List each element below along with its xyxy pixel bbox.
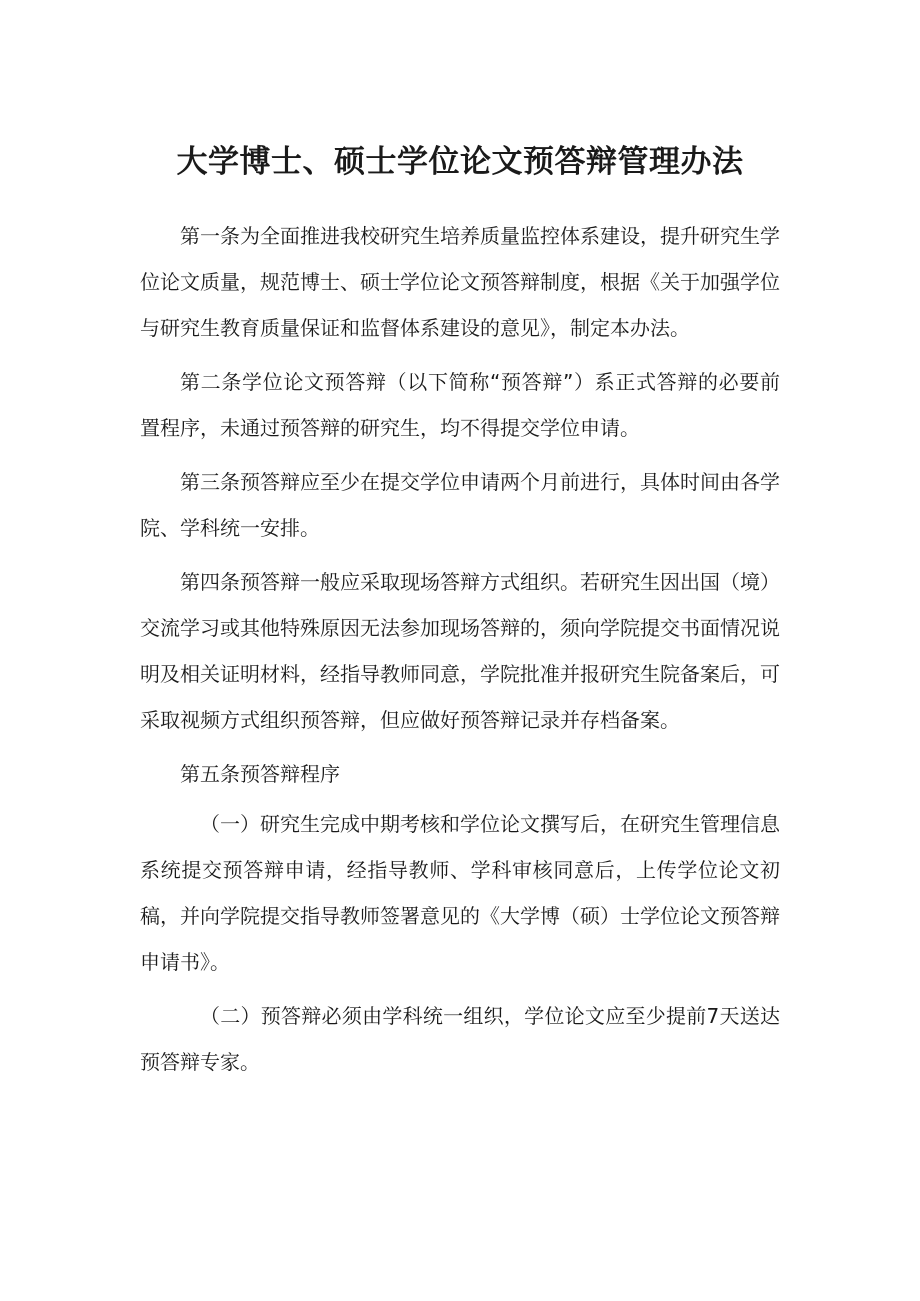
document-body bbox=[140, 213, 780, 1093]
article-1-paragraph: 第一条为全面推进我校研究生培养质量监控体系建设，提升研究生学位论文质量，规范博士、硕士学位论文预答辩制度，根据《关于加强学位与研究生教育质量保证和监督体系建设的意见》，制定本办法。 bbox=[140, 224, 780, 340]
article-5-item-2-paragraph: （二）预答辩必须由学科统一组织，学位论文应至少提前7天送达预答辩专家。 bbox=[140, 1004, 780, 1074]
article-5-item-1-paragraph: （一）研究生完成中期考核和学位论文撰写后，在研究生管理信息系统提交预答辩申请，经指导教师、学科审核同意后，上传学位论文初稿，并向学院提交指导教师签署意见的《大学博（硕）士学位论文预答辩申请书》。 bbox=[140, 812, 780, 974]
article-2-paragraph: 第二条学位论文预答辩（以下简称“预答辩”）系正式答辩的必要前置程序，未通过预答辩的研究生，均不得提交学位申请。 bbox=[140, 370, 780, 440]
document-title: 大学博士、硕士学位论文预答辩管理办法 bbox=[176, 144, 744, 180]
article-5-heading: 第五条预答辩程序 bbox=[180, 762, 340, 786]
article-3-paragraph: 第三条预答辩应至少在提交学位申请两个月前进行，具体时间由各学院、学科统一安排。 bbox=[140, 470, 780, 540]
article-4-paragraph: 第四条预答辩一般应采取现场答辩方式组织。若研究生因出国（境）交流学习或其他特殊原因无法参加现场答辩的，须向学院提交书面情况说明及相关证明材料，经指导教师同意，学院批准并报研究生院备案后，可采取视频方式组织预答辩，但应做好预答辩记录并存档备案。 bbox=[140, 570, 780, 732]
